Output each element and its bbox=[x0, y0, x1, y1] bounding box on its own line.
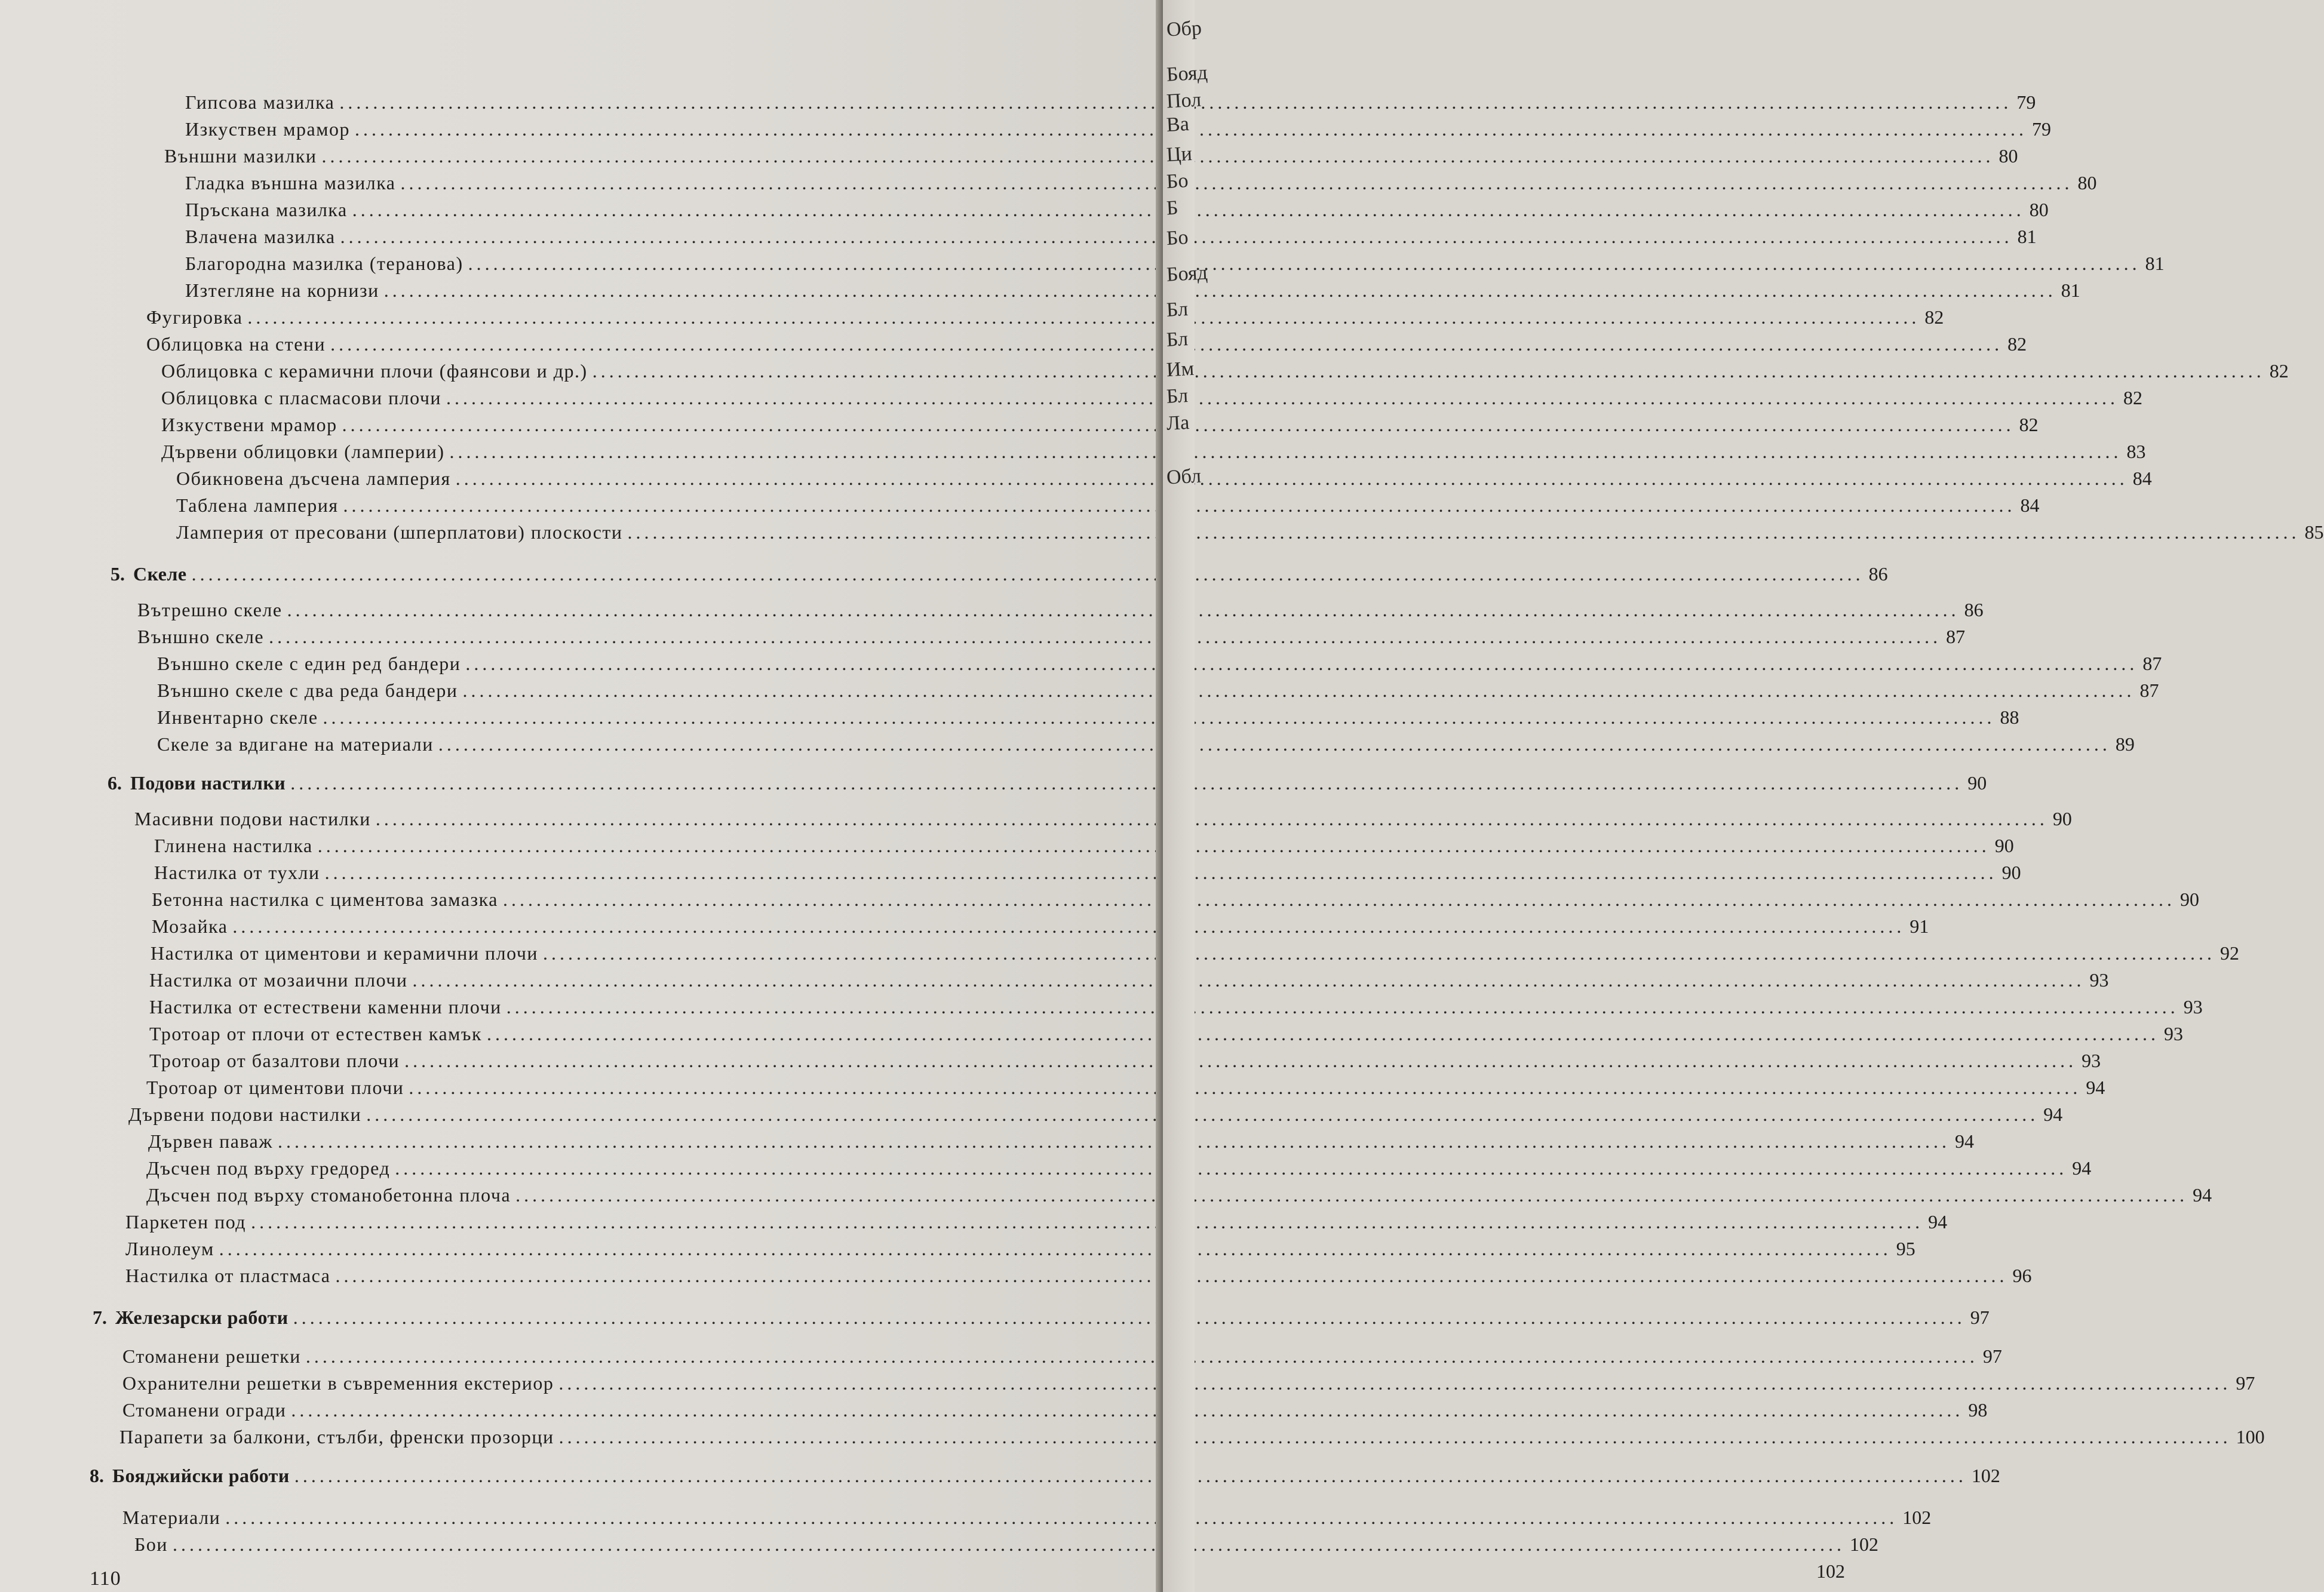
toc-entry bbox=[151, 941, 2240, 966]
toc-leader-dots bbox=[592, 358, 2265, 383]
toc-section-number: 6. bbox=[108, 772, 122, 794]
toc-page-number: 100 bbox=[2236, 1426, 2265, 1447]
toc-entry-label: Външно скеле bbox=[137, 626, 265, 647]
toc-entry-label: Фугировка bbox=[146, 306, 243, 328]
toc-section-heading bbox=[93, 1305, 1990, 1330]
toc-page-number: 84 bbox=[2020, 494, 2040, 516]
page-number: 110 bbox=[90, 1568, 121, 1590]
facing-page-text-fragment: Бл bbox=[1166, 328, 1189, 351]
facing-page-text-fragment: Бо bbox=[1166, 170, 1189, 193]
toc-entry bbox=[148, 1129, 1974, 1154]
toc-entry bbox=[149, 994, 2203, 1019]
toc-page-number: 90 bbox=[2179, 889, 2199, 910]
toc-entry-label: Мозайка bbox=[152, 915, 228, 937]
toc-entry bbox=[146, 1182, 2212, 1207]
toc-entry bbox=[125, 1236, 1915, 1261]
toc-page-number: 90 bbox=[2052, 808, 2072, 829]
toc-leader-dots bbox=[401, 170, 2073, 195]
toc-entry-label: Таблена ламперия bbox=[176, 494, 339, 516]
facing-page-text-fragment: Ла bbox=[1166, 411, 1190, 435]
toc-page-number: 83 bbox=[2126, 441, 2146, 462]
toc-page-number: 87 bbox=[1946, 626, 1966, 647]
toc-entry-label: Настилка от мозаични плочи bbox=[149, 969, 408, 991]
toc-leader-dots bbox=[503, 887, 2175, 912]
toc-entry-label: Дървен паваж bbox=[148, 1130, 273, 1152]
toc-entry-label: Външно скеле с два реда бандери bbox=[157, 680, 458, 701]
toc-entry-label: Настилка от циментови и керамични плочи bbox=[151, 942, 539, 964]
toc-entry-label: Бои bbox=[134, 1533, 168, 1555]
toc-page-number: 102 bbox=[1850, 1533, 1878, 1555]
toc-section-heading bbox=[110, 561, 1888, 586]
toc-entry-label: Ламперия от пресовани (шперплатови) плоскости bbox=[176, 521, 623, 543]
toc-page-number: 80 bbox=[1998, 145, 2018, 167]
toc-entry bbox=[134, 1532, 1878, 1557]
toc-page-number: 80 bbox=[2077, 172, 2097, 193]
toc-page-number: 82 bbox=[1924, 306, 1944, 328]
toc-entry bbox=[152, 887, 2199, 912]
toc-entry bbox=[137, 624, 1966, 649]
toc-section-heading bbox=[90, 1463, 2000, 1488]
toc-page-number: 94 bbox=[2043, 1104, 2063, 1125]
toc-page-number: 89 bbox=[2115, 733, 2135, 755]
toc-page-number: 93 bbox=[2164, 1023, 2184, 1044]
book-gutter bbox=[1156, 0, 1163, 1592]
facing-page-text-fragment: Б bbox=[1166, 196, 1179, 220]
toc-page-number: 79 bbox=[2016, 91, 2036, 113]
toc-leader-dots bbox=[404, 1048, 2077, 1073]
toc-entry-label: Облицовка на стени bbox=[146, 333, 326, 355]
toc-leader-dots bbox=[465, 651, 2138, 676]
toc-entry bbox=[122, 1344, 2002, 1369]
toc-leader-dots bbox=[287, 597, 1960, 622]
toc-entry-label: Облицовка с пласмасови плочи bbox=[161, 387, 442, 408]
toc-section-number: 5. bbox=[110, 563, 125, 585]
toc-entry-label: Настилка от естествени каменни плочи bbox=[149, 996, 502, 1018]
toc-leader-dots bbox=[384, 278, 2056, 303]
toc-page-number: 98 bbox=[1968, 1399, 1988, 1421]
toc-leader-dots bbox=[376, 806, 2048, 831]
toc-page-number: 80 bbox=[2029, 199, 2049, 220]
toc-entry bbox=[185, 278, 2080, 303]
toc-entry-label: Бетонна настилка с циментова замазка bbox=[152, 889, 498, 910]
toc-entry-label: Материали bbox=[122, 1507, 221, 1528]
toc-leader-dots bbox=[558, 1370, 2231, 1396]
facing-page-text-fragment: Им bbox=[1166, 357, 1195, 382]
toc-leader-dots bbox=[173, 1532, 1845, 1557]
toc-entry bbox=[152, 914, 1929, 939]
facing-page-text-fragment: Пол bbox=[1166, 88, 1202, 113]
toc-leader-dots bbox=[219, 1236, 1892, 1261]
toc-page-number: 94 bbox=[2193, 1184, 2212, 1206]
toc-leader-dots bbox=[290, 770, 1963, 795]
toc-entry bbox=[137, 597, 1984, 622]
toc-page-number: 82 bbox=[2269, 360, 2289, 382]
toc-leader-dots bbox=[278, 1129, 1950, 1154]
toc-leader-dots bbox=[456, 466, 2128, 491]
toc-entry bbox=[157, 651, 2162, 676]
toc-entry-label: Инвентарно скеле bbox=[157, 706, 318, 728]
toc-entry bbox=[149, 967, 2109, 992]
toc-page-number: 86 bbox=[1964, 599, 1984, 620]
toc-page-number: 87 bbox=[2142, 653, 2162, 674]
toc-leader-dots bbox=[628, 520, 2300, 545]
toc-entry-label: Паркетен под bbox=[125, 1211, 247, 1233]
toc-section-number: 7. bbox=[93, 1307, 107, 1328]
toc-page-number: 84 bbox=[2132, 468, 2152, 489]
toc-entry-label: Масивни подови настилки bbox=[134, 808, 371, 829]
toc-leader-dots bbox=[395, 1155, 2067, 1181]
facing-page-text-fragment: Обл bbox=[1166, 465, 1202, 489]
toc-entry-label: Дървени подови настилки bbox=[128, 1104, 362, 1125]
toc-entry-label: Стоманени огради bbox=[122, 1399, 287, 1421]
toc-entry bbox=[146, 1075, 2105, 1100]
toc-page-number: 96 bbox=[2012, 1265, 2032, 1286]
toc-entry bbox=[157, 705, 2019, 730]
toc-entry-label: Охранителни решетки в съвременния екстериор bbox=[122, 1372, 554, 1394]
toc-entry-label: Тротоар от базалтови плочи bbox=[149, 1050, 400, 1071]
facing-page bbox=[1163, 0, 1208, 1592]
toc-page-number: 94 bbox=[1954, 1130, 1974, 1152]
toc-entry-label: Парапети за балкони, стълби, френски прозорци bbox=[119, 1426, 554, 1447]
facing-page-text-fragment: Бл bbox=[1166, 385, 1189, 408]
facing-page-text-fragment: Бо bbox=[1166, 226, 1189, 250]
toc-page-number: 81 bbox=[2145, 253, 2165, 274]
toc-entry bbox=[157, 678, 2159, 703]
toc-leader-dots bbox=[294, 1463, 1967, 1488]
toc-entry bbox=[122, 1370, 2255, 1396]
facing-page-text-fragment: Ци bbox=[1166, 142, 1193, 167]
facing-page-text-fragment: Бояд bbox=[1166, 62, 1208, 86]
toc-entry-label: Изкуствени мрамор bbox=[161, 414, 337, 435]
toc-leader-dots bbox=[506, 994, 2179, 1019]
toc-page-number: 97 bbox=[2236, 1372, 2255, 1394]
toc-entry-label: Скеле за вдигане на материали bbox=[157, 733, 434, 755]
toc-page-number: 93 bbox=[2183, 996, 2203, 1018]
toc-page-number: 102 bbox=[1971, 1465, 2000, 1486]
toc-entry-label: Тротоар от плочи от естествен камък bbox=[149, 1023, 483, 1044]
toc-leader-dots bbox=[225, 1505, 1898, 1530]
toc-entry-label: Железарски работи bbox=[115, 1307, 288, 1328]
toc-page-number: 102 bbox=[1902, 1507, 1932, 1528]
toc-entry bbox=[125, 1263, 2032, 1288]
toc-entry-label: Облицовка с керамични плочи (фаянсови и др.) bbox=[161, 360, 588, 382]
toc-leader-dots bbox=[366, 1102, 2039, 1127]
toc-entry-label: Глинена настилка bbox=[154, 835, 313, 856]
toc-entry bbox=[161, 385, 2143, 410]
toc-page-number: 81 bbox=[2061, 279, 2080, 301]
toc-entry-label: Изкуствен мрамор bbox=[185, 118, 350, 140]
toc-entry-label: Гладка външна мазилка bbox=[185, 172, 396, 193]
toc-leader-dots bbox=[515, 1182, 2188, 1207]
toc-entry-label: Бояджийски работи bbox=[112, 1465, 290, 1486]
toc-entry-label: Дъсчен под върху гредоред bbox=[146, 1157, 391, 1179]
toc-page-number: 97 bbox=[1982, 1345, 2002, 1367]
toc-leader-dots bbox=[318, 833, 1990, 858]
toc-entry bbox=[125, 1209, 1948, 1234]
toc-section-heading bbox=[108, 770, 1987, 795]
toc-entry bbox=[122, 1505, 1932, 1530]
toc-page-number: 94 bbox=[2072, 1157, 2092, 1179]
toc-page-number: 81 bbox=[2017, 226, 2037, 247]
toc-leader-dots bbox=[543, 941, 2215, 966]
toc-page-number: 90 bbox=[1994, 835, 2014, 856]
toc-leader-dots bbox=[559, 1424, 2231, 1449]
toc-entry-label: Подови настилки bbox=[130, 772, 286, 794]
toc-entry-label: Благородна мазилка (теранова) bbox=[185, 253, 463, 274]
toc-leader-dots bbox=[468, 251, 2141, 276]
toc-leader-dots bbox=[269, 624, 1941, 649]
toc-leader-dots bbox=[306, 1344, 1978, 1369]
toc-entry-label: Външно скеле с един ред бандери bbox=[157, 653, 461, 674]
toc-entry bbox=[122, 1397, 1988, 1422]
toc-leader-dots bbox=[251, 1209, 1923, 1234]
toc-leader-dots bbox=[247, 305, 1920, 330]
toc-entry bbox=[128, 1102, 2063, 1127]
toc-leader-dots bbox=[412, 967, 2084, 992]
toc-entry-label: Гипсова мазилка bbox=[185, 91, 335, 113]
toc-entry bbox=[146, 331, 2027, 356]
toc-page-number: 88 bbox=[2000, 706, 2019, 728]
toc-page-number: 85 bbox=[2304, 521, 2324, 543]
facing-page-text-fragment: Бояд bbox=[1166, 262, 1208, 286]
toc-entry-label: Изтегляне на корнизи bbox=[185, 279, 379, 301]
toc-entry bbox=[161, 439, 2146, 464]
facing-page-text-fragment: Ва bbox=[1166, 113, 1190, 136]
toc-page-number: 93 bbox=[2082, 1050, 2101, 1071]
toc-entry bbox=[149, 1048, 2101, 1073]
toc-entry bbox=[119, 1424, 2265, 1449]
toc-entry bbox=[134, 806, 2072, 831]
toc-page-number: 91 bbox=[1909, 915, 1929, 937]
toc-entry bbox=[154, 833, 2014, 858]
toc-entry bbox=[157, 732, 2135, 757]
toc-page-number: 102 bbox=[1816, 1560, 1845, 1582]
toc-entry-label: Вътрешно скеле bbox=[137, 599, 283, 620]
toc-page-number: 86 bbox=[1868, 563, 1888, 585]
toc-entry bbox=[185, 197, 2049, 222]
toc-page-number: 79 bbox=[2031, 118, 2051, 140]
toc-page-number: 93 bbox=[2089, 969, 2109, 991]
toc-leader-dots bbox=[446, 385, 2119, 410]
toc-page-number: 90 bbox=[1967, 772, 1987, 794]
toc-leader-dots bbox=[192, 561, 1864, 586]
toc-entry bbox=[134, 1559, 1845, 1584]
toc-entry-label: Линолеум bbox=[125, 1238, 214, 1259]
toc-leader-dots bbox=[232, 914, 1905, 939]
toc-page-number: 82 bbox=[2123, 387, 2143, 408]
toc-entry bbox=[146, 1155, 2092, 1181]
toc-entry-label: Обикновена дъсчена ламперия bbox=[176, 468, 451, 489]
toc-leader-dots bbox=[293, 1305, 1966, 1330]
toc-leader-dots bbox=[462, 678, 2135, 703]
toc-leader-dots bbox=[487, 1021, 2159, 1046]
toc-page-number: 90 bbox=[2001, 862, 2021, 883]
toc-entry-label: Външни мазилки bbox=[164, 145, 317, 167]
toc-page-number: 87 bbox=[2139, 680, 2159, 701]
toc-page-number: 97 bbox=[1970, 1307, 1990, 1328]
toc-entry-label: Настилка от пластмаса bbox=[125, 1265, 331, 1286]
toc-entry-label: Скеле bbox=[133, 563, 187, 585]
toc-entry bbox=[176, 493, 2040, 518]
toc-entry-label: Настилка от тухли bbox=[154, 862, 320, 883]
toc-page-number: 95 bbox=[1896, 1238, 1915, 1259]
toc-entry-label: Влачена мазилка bbox=[185, 226, 336, 247]
toc-leader-dots bbox=[450, 439, 2122, 464]
toc-page-number: 94 bbox=[2086, 1077, 2105, 1098]
toc-page-number: 82 bbox=[2019, 414, 2039, 435]
toc-entry bbox=[176, 520, 2324, 545]
toc-leader-dots bbox=[409, 1075, 2081, 1100]
toc-section-number: 8. bbox=[90, 1465, 104, 1486]
toc-entry-label: Дъсчен под върху стоманобетонна плоча bbox=[146, 1184, 511, 1206]
toc-page-number: 92 bbox=[2220, 942, 2240, 964]
toc-page-number: 94 bbox=[1928, 1211, 1948, 1233]
toc-entry-label: Пръскана мазилка bbox=[185, 199, 348, 220]
toc-entry bbox=[149, 1021, 2184, 1046]
toc-entry bbox=[154, 860, 2021, 885]
toc-page-number: 82 bbox=[2007, 333, 2027, 355]
toc-entry-label: Дървени облицовки (ламперии) bbox=[161, 441, 445, 462]
toc-entry-label: Тротоар от циментови плочи bbox=[146, 1077, 404, 1098]
toc-leader-dots bbox=[291, 1397, 1963, 1422]
facing-page-text-fragment: Обр bbox=[1166, 17, 1202, 41]
facing-page-text-fragment: Бл bbox=[1166, 298, 1189, 321]
toc-leader-dots bbox=[438, 732, 2111, 757]
toc-entry-label: Стоманени решетки bbox=[122, 1345, 301, 1367]
